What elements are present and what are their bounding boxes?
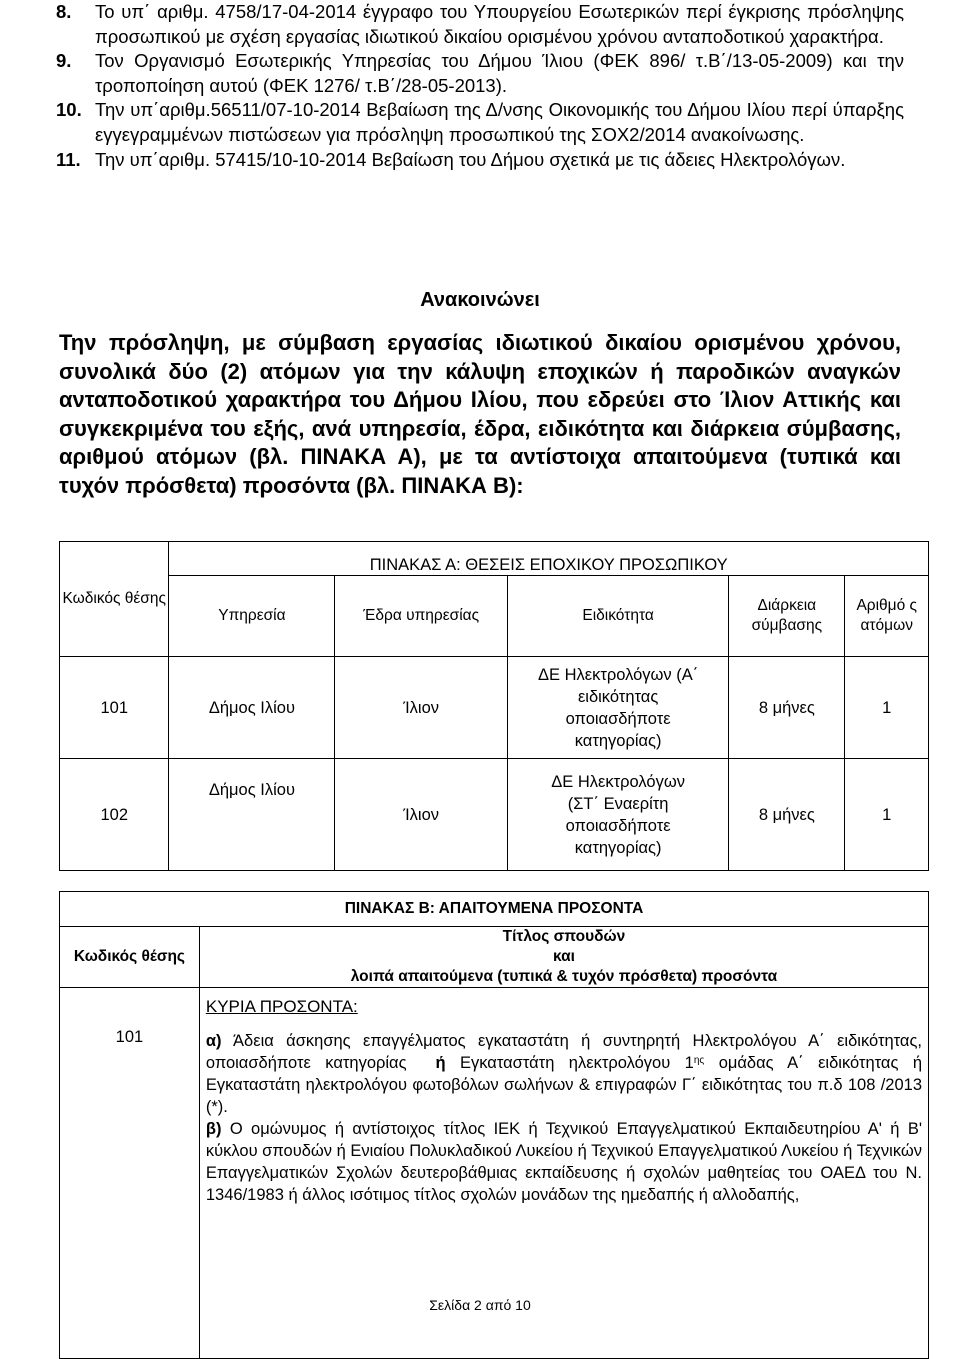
main-qualifications-label: ΚΥΡΙΑ ΠΡΟΣΟΝΤΑ: bbox=[205, 997, 358, 1016]
header-specialty: Ειδικότητα bbox=[508, 576, 729, 657]
cell-service: Δήμος Ιλίου bbox=[169, 759, 335, 871]
header-seat: Έδρα υπηρεσίας bbox=[335, 576, 508, 657]
list-item bbox=[56, 98, 904, 147]
header-code: Κωδικός θέσης bbox=[60, 927, 200, 988]
cell-specialty: ΔΕ Ηλεκτρολόγων (ΣΤ΄ Εναερίτη οποιασδήποτε κατηγορίας) bbox=[508, 759, 729, 871]
cell-count: 1 bbox=[845, 759, 929, 871]
cell-code: 101 bbox=[60, 657, 169, 759]
cell-duration: 8 μήνες bbox=[729, 759, 845, 871]
header-service: Υπηρεσία bbox=[169, 576, 335, 657]
list-item-number: 10. bbox=[56, 99, 82, 121]
list-item bbox=[56, 49, 904, 98]
list-item-text: Την υπ΄αριθμ.56511/07-10-2014 Βεβαίωση της Δ/νσης Οικονομικής του Δήμου Ιλίου περί ύπαρξης εγγεγραμμένων πιστώσεων για πρόσληψη προσωπικού της ΣΟΧ2/2014 ανακοίνωσης. bbox=[95, 99, 904, 145]
table-row bbox=[60, 759, 929, 871]
table-row bbox=[60, 657, 929, 759]
cell-service: Δήμος Ιλίου bbox=[169, 657, 335, 759]
qualifications-table bbox=[59, 891, 929, 1359]
page-footer: Σελίδα 2 από 10 bbox=[429, 1297, 531, 1313]
header-title-line: λοιπά απαιτούμενα (τυπικά & τυχόν πρόσθετα) προσόντα bbox=[350, 968, 778, 985]
cell-duration: 8 μήνες bbox=[729, 657, 845, 759]
list-item bbox=[56, 0, 904, 49]
header-title-line: Τίτλος σπουδών bbox=[502, 928, 626, 945]
table-a-title: ΠΙΝΑΚΑΣ Α: ΘΕΣΕΙΣ ΕΠΟΧΙΚΟΥ ΠΡΟΣΩΠΙΚΟΥ bbox=[169, 542, 929, 576]
list-item-text: Το υπ΄ αριθμ. 4758/17-04-2014 έγγραφο του Υπουργείου Εσωτερικών περί έγκρισης πρόσληψης προσωπικού με σχέση εργασίας ιδιωτικού δικαίου ορισμένου χρόνου ανταποδοτικού χαρακτήρα. bbox=[95, 1, 904, 47]
cell-seat: Ίλιον bbox=[335, 657, 508, 759]
list-item-number: 8. bbox=[56, 1, 72, 22]
cell-code: 102 bbox=[60, 759, 169, 871]
qualification-b: β) Ο ομώνυμος ή αντίστοιχος τίτλος ΙΕΚ ή Τεχνικού Επαγγελματικού Εκπαιδευτηρίου Α' ή Β' κύκλου σπουδών ή Ενιαίου Πολυκλαδικού Λυκείου ή Τεχνικού Επαγγελματικού Λυκείου ή Τεχνικών Επαγγελματικών Σχολών δευτεροβάθμιας εκπαίδευσης ή σχολών μαθητείας του ΟΑΕΔ του Ν. 1346/1983 ή άλλος ισότιμος τίτλος σχολών μονάδων της ημεδαπής ή αλλοδαπής, bbox=[205, 1120, 922, 1204]
positions-table bbox=[59, 541, 929, 871]
header-count: Αριθμό ς ατόμων bbox=[845, 576, 929, 657]
cell-code: 101 bbox=[60, 988, 200, 1359]
cell-specialty: ΔΕ Ηλεκτρολόγων (Α΄ ειδικότητας οποιασδήποτε κατηγορίας) bbox=[508, 657, 729, 759]
announcement-body: Την πρόσληψη, με σύμβαση εργασίας ιδιωτικού δικαίου ορισμένου χρόνου, συνολικά δύο (2) ατόμων για την κάλυψη εποχικών ή παροδικών αναγκών ανταποδοτικού χαρακτήρα του Δήμου Ιλίου, που εδρεύει στο Ίλιον Αττικής και συγκεκριμένα του εξής, ανά υπηρεσία, έδρα, ειδικότητα και διάρκεια σύμβασης, αριθμού ατόμων (βλ. ΠΙΝΑΚΑ Α), με τα αντίστοιχα απαιτούμενα (τυπικά και τυχόν πρόσθετα) προσόντα (βλ. ΠΙΝΑΚΑ Β): bbox=[59, 330, 901, 498]
table-b-title: ΠΙΝΑΚΑΣ Β: ΑΠΑΙΤΟΥΜΕΝΑ ΠΡΟΣΟΝΤΑ bbox=[60, 892, 929, 927]
header-qualifications bbox=[199, 927, 928, 988]
list-item-number: 11. bbox=[56, 148, 81, 170]
list-item-number: 9. bbox=[56, 50, 72, 72]
list-item-text: Την υπ΄αριθμ. 57415/10-10-2014 Βεβαίωση του Δήμου σχετικά με τις άδειες Ηλεκτρολόγων. bbox=[95, 148, 846, 170]
list-item bbox=[56, 148, 904, 173]
header-duration: Διάρκεια σύμβασης bbox=[729, 576, 845, 657]
header-code: Κωδικός θέσης bbox=[60, 542, 169, 657]
announcement-title: Ανακοινώνει bbox=[420, 289, 540, 311]
cell-seat: Ίλιον bbox=[335, 759, 508, 871]
qualification-a: α) Άδεια άσκησης επαγγέλματος εγκαταστάτη ή συντηρητή Ηλεκτρολόγου Α΄ ειδικότητας, οποιασδήποτε κατηγορίας ή Εγκαταστάτη ηλεκτρολόγου $1^{\eta\varsigma}$ ομάδας Α΄ ειδικότητας ή Εγκαταστάτη ηλεκτρολόγου φωτοβόλων σωλήνων & επιγραφών Γ΄ ειδικότητας του π.δ 108 /2013 (*). bbox=[205, 1032, 923, 1116]
header-title-line: και bbox=[552, 948, 575, 965]
cell-count: 1 bbox=[845, 657, 929, 759]
legal-basis-list bbox=[56, 0, 904, 172]
list-item-text: Τον Οργανισμό Εσωτερικής Υπηρεσίας του Δήμου Ίλιου (ΦΕΚ 896/ τ.Β΄/13-05-2009) και την τροποποίηση αυτού (ΦΕΚ 1276/ τ.Β΄/28-05-2013). bbox=[95, 50, 904, 96]
